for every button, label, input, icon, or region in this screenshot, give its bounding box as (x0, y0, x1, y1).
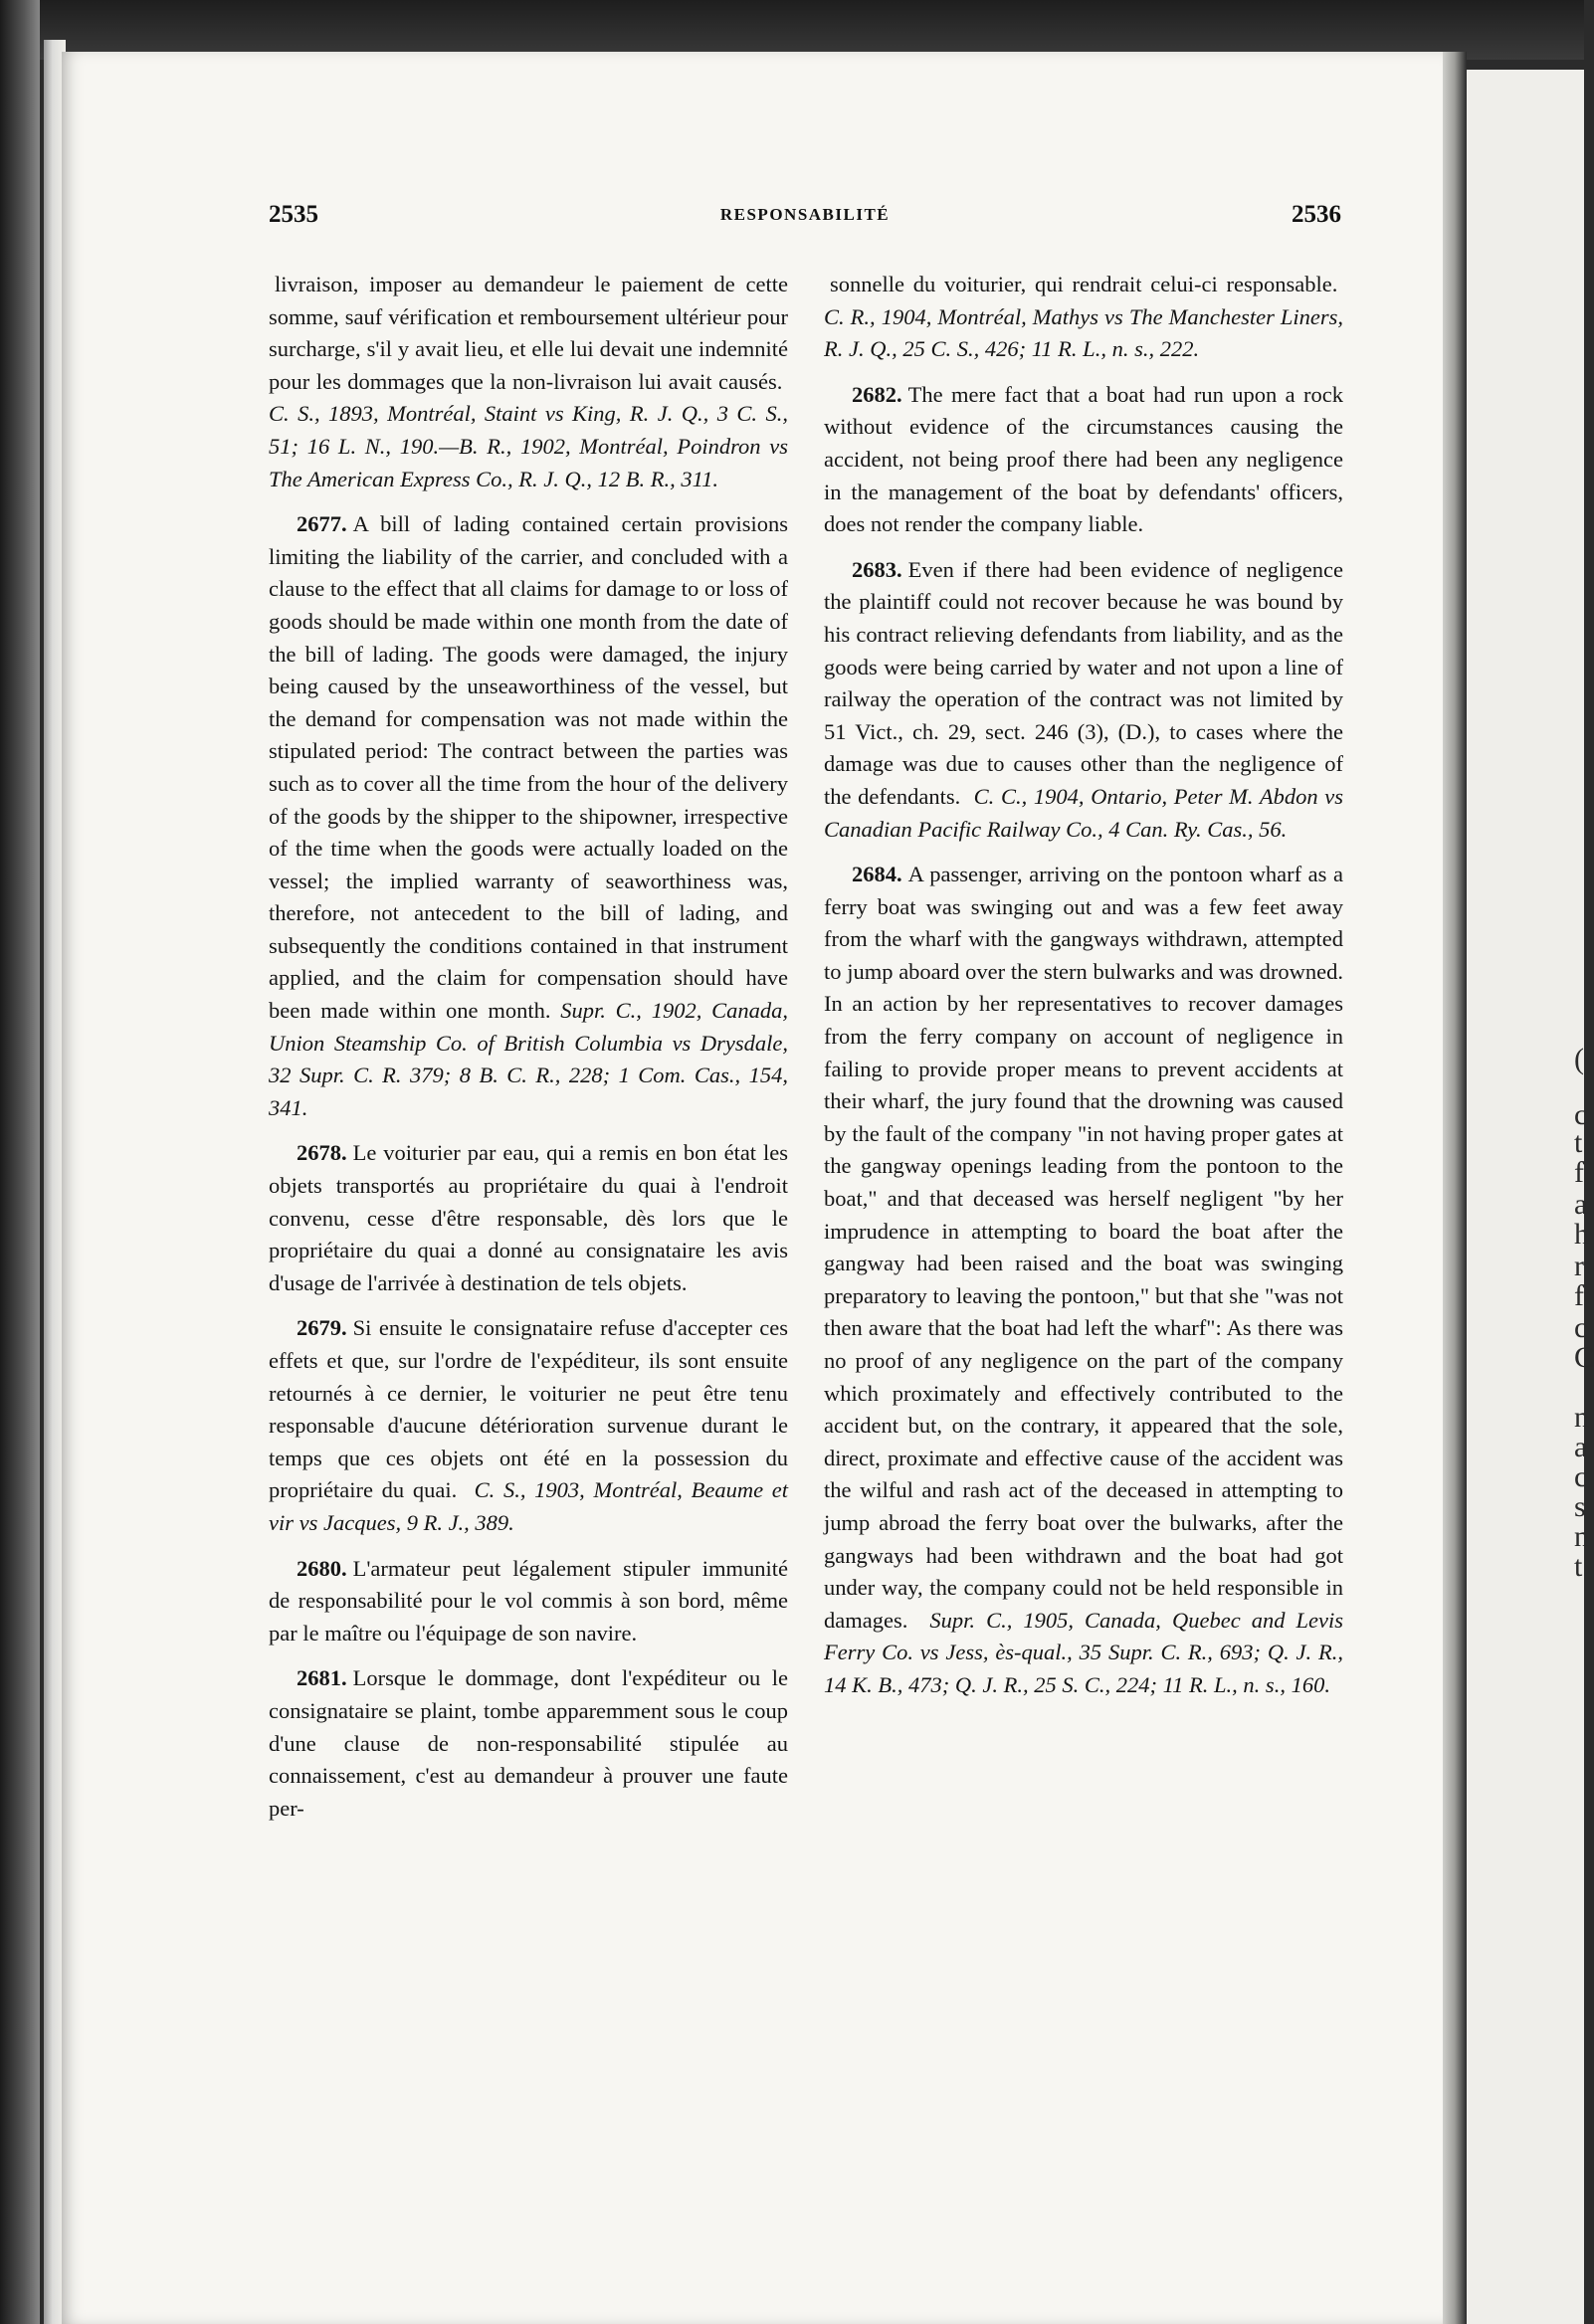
next-page-fragment: f (1574, 1156, 1584, 1189)
paragraph-text: sonnelle du voiturier, qui rendrait celui-ci responsable. (830, 272, 1338, 296)
paragraph-number: 2681. (297, 1665, 347, 1691)
page-number-left: 2535 (269, 201, 318, 228)
paragraph-text: A passenger, arriving on the pontoon wharf as a ferry boat was swinging out and was a few feet away from the wharf with the gangways withdrawn, attempted to jump aboard over the stern bulwarks and was drowned. In an action by her representatives to recover damages from the ferry company on account of negligence in failing to provide proper means to prevent accidents at their wharf, the jury found that the drowning was caused by the fault of the company "in not having proper gates at the gangway openings leading from the pontoon to the boat," and that deceased was herself negligent "by her imprudence in attempting to board the boat after the gangway had been raised and the boat was swinging preparatory to leaving the pontoon," but that she "was not then aware that the boat had left the wharf": As there was no proof of any negligence on the part of the company which proximately and effectively contributed to the accident but, on the contrary, it appeared that the sole, direct, proximate and effective cause of the accident was the wilful and rash act of the deceased in attempting to jump abroad the ferry boat over the bulwarks, after the gangways had been withdrawn and the boat had got under way, the company could not be held responsible in damages. (824, 862, 1343, 1633)
paragraph-text: livraison, imposer au demandeur le paiement de cette somme, sauf vérification et remboursement ultérieur pour surcharge, s'il y avait lieu, et elle lui devait une indemnité pour les dommages que la non-livraison lui avait causés. (269, 272, 788, 394)
next-page-fragment: t (1574, 1550, 1583, 1583)
citation: Supr. C., 1902, Canada, Union Steamship Co. of British Columbia vs Drysdale, 32 Supr. C. R. 379; 8 B. C. R., 228; 1 Com. Cas., 154, 341. (269, 998, 789, 1120)
citation: C. S., 1903, Montréal, Beaume et vir vs Jacques, 9 R. J., 389. (269, 1477, 788, 1535)
next-page-fragment: a (1574, 1188, 1588, 1221)
running-title: RESPONSABILITÉ (719, 205, 891, 224)
next-page-fragment: C (1574, 1341, 1594, 1374)
next-page-fragment: c (1574, 1311, 1588, 1344)
paragraph-number: 2684. (852, 862, 902, 887)
paragraph-text: Le voiturier par eau, qui a remis en bon état les objets transportés au propriétaire du quai à l'endroit convenu, cesse d'être responsable, dès lors que le propriétaire du quai a donné au consignataire les avis d'usage de l'arrivée à destination de tels objets. (269, 1140, 788, 1295)
paragraph-text: Si ensuite le consignataire refuse d'accepter ces effets et que, sur l'ordre de l'expéditeur, ils sont ensuite retournés à ce dernier, le voiturier ne peut être tenu responsable d'aucune détérioration survenue durant le temps que ces objets ont été en la possession du propriétaire du quai. (269, 1315, 788, 1503)
paragraph-number: 2682. (852, 381, 902, 407)
paragraph (269, 1553, 788, 1650)
paragraph-number: 2678. (297, 1140, 347, 1166)
book-gutter (1443, 52, 1467, 2324)
paragraph (824, 269, 1343, 366)
next-page-fragment: h (1574, 1218, 1589, 1251)
paragraph-text: Even if there had been evidence of negligence the plaintiff could not recover because he was bound by his contract relieving defendants from liability, and as the goods were being carried by water and not upon a line of railway the operation of the contract was not limited by 51 Vict., ch. 29, sect. 246 (3), (D.), to cases where the damage was due to causes other than the negligence of the defendants. (824, 556, 1343, 809)
paragraph-text: A bill of lading contained certain provisions limiting the liability of the carrier, and concluded with a clause to the effect that all claims for damage to or loss of goods should be made within one month from the date of the bill of lading. The goods were damaged, the injury being caused by the unseaworthiness of the vessel, but the demand for compensation was not made within the stipulated period: The contract between the parties was such as to cover all the time from the hour of the delivery of the goods by the shipper to the shipowner, irrespective of the time when the goods were actually loaded on the vessel; the implied warranty of seaworthiness was, therefore, not antecedent to the bill of lading, and subsequently the conditions contained in that instrument applied, and the claim for compensation should have been made within one month. (269, 511, 788, 1024)
next-page-fragment: n (1574, 1520, 1589, 1553)
paragraph-number: 2680. (297, 1555, 347, 1581)
paragraph (269, 269, 788, 495)
next-page-fragment: c (1574, 1460, 1588, 1493)
next-page-edge (1467, 70, 1594, 2324)
paragraph-number: 2677. (297, 511, 347, 537)
paragraph-text: The mere fact that a boat had run upon a rock without evidence of the circumstances causing the accident, not being proof there had been any negligence in the management of the boat by defendants' officers, does not render the company liable. (824, 381, 1343, 537)
paragraph (269, 1312, 788, 1539)
right-column (824, 269, 1343, 1715)
next-page-fragment: s (1574, 1490, 1586, 1523)
paragraph-text: L'armateur peut légalement stipuler immunité de responsabilité pour le vol commis à son bord, même par le maître ou l'équipage de son navire. (269, 1555, 788, 1646)
next-page-fragment: t (1574, 1126, 1583, 1159)
paragraph (269, 508, 788, 1124)
paragraph (824, 379, 1343, 541)
next-page-fragment: a (1574, 1431, 1588, 1463)
page-header (269, 201, 1341, 241)
next-page-fragment: ( (1574, 1043, 1584, 1075)
next-page-fragment: r (1574, 1250, 1584, 1282)
scan-background-left (0, 0, 40, 2324)
page-number-right: 2536 (1292, 201, 1341, 228)
citation: C. S., 1893, Montréal, Staint vs King, R. J. Q., 3 C. S., 51; 16 L. N., 190.—B. R., 1902, Montréal, Poindron vs The American Express Co., R. J. Q., 12 B. R., 311. (269, 401, 788, 491)
next-page-fragment: n (1574, 1401, 1589, 1434)
citation: C. C., 1904, Ontario, Peter M. Abdon vs Canadian Pacific Railway Co., 4 Can. Ry. Cas., 56. (824, 783, 1344, 842)
next-page-fragment: c (1574, 1098, 1588, 1131)
paragraph (824, 859, 1343, 1701)
left-column (269, 269, 788, 1838)
paragraph-text: Lorsque le dommage, dont l'expéditeur ou le consignataire se plaint, tombe apparemment sous le coup d'une clause de non-responsabilité stipulée au connaissement, c'est au demandeur à prouver une faute per- (269, 1665, 788, 1821)
paragraph (824, 554, 1343, 846)
next-page-fragment: f (1574, 1279, 1584, 1312)
paragraph (269, 1137, 788, 1299)
scan-background-top (0, 0, 1584, 60)
paragraph-number: 2679. (297, 1315, 347, 1341)
citation: Supr. C., 1905, Canada, Quebec and Levis Ferry Co. vs Jess, ès-qual., 35 Supr. C. R., 693; Q. J. R., 14 K. B., 473; Q. J. R., 25 S. C., 224; 11 R. L., n. s., 160. (824, 1607, 1343, 1697)
paragraph-number: 2683. (852, 556, 902, 582)
paragraph (269, 1662, 788, 1825)
citation: C. R., 1904, Montréal, Mathys vs The Manchester Liners, R. J. Q., 25 C. S., 426; 11 R. L., n. s., 222. (824, 303, 1343, 362)
